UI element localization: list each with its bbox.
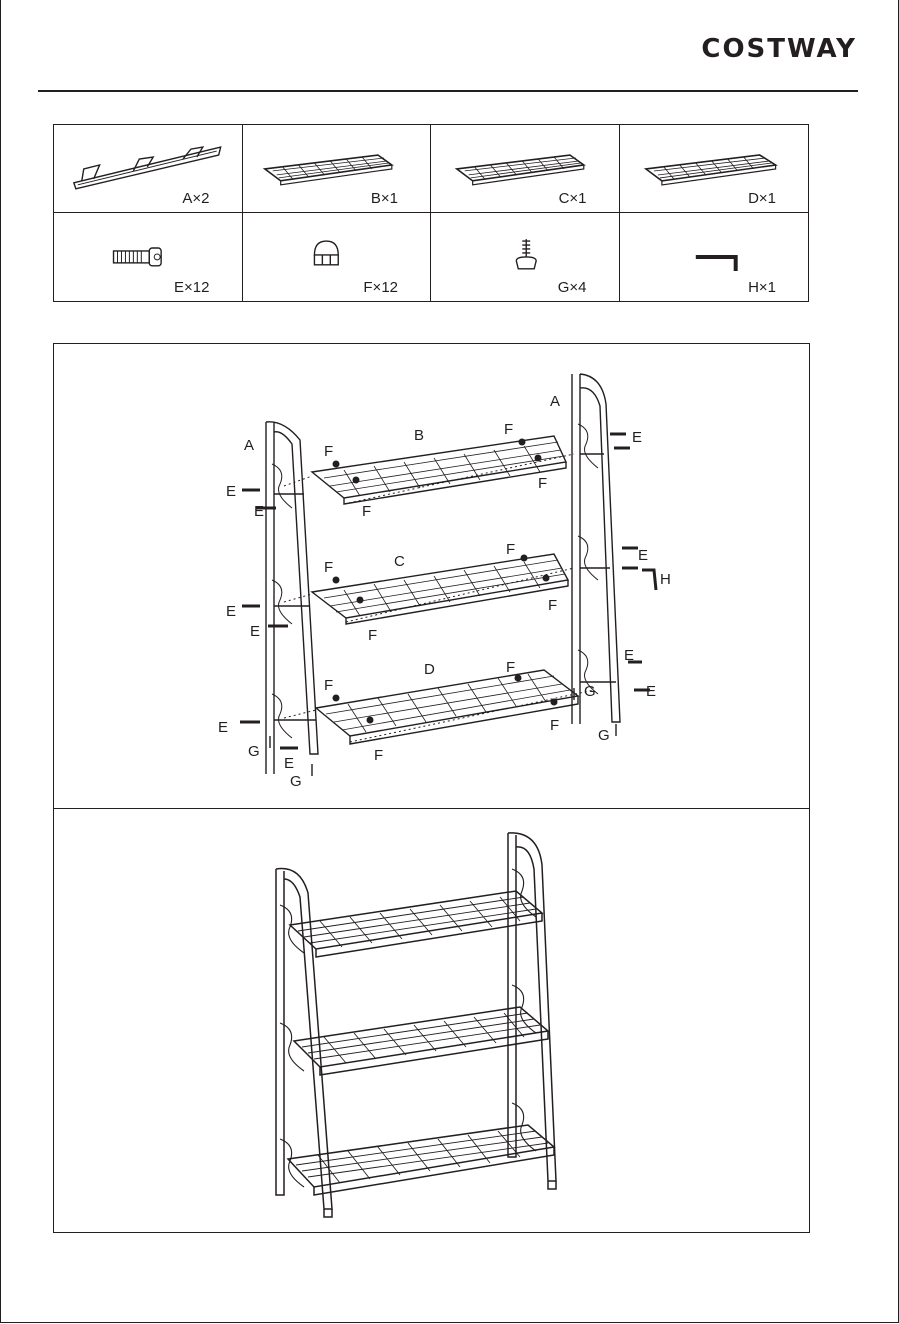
callout-f: F <box>362 503 372 520</box>
shelf-panel-icon <box>620 125 809 195</box>
callout-e: E <box>250 623 261 640</box>
part-label-h: H×1 <box>748 279 776 296</box>
callout-e: E <box>632 429 643 446</box>
callout-e: E <box>284 755 295 772</box>
callout-e: E <box>218 719 229 736</box>
callout-f: F <box>324 677 334 694</box>
callout-e: E <box>254 503 265 520</box>
part-cell-h <box>620 213 809 301</box>
part-label-g: G×4 <box>557 279 587 296</box>
callout-a-right: A <box>550 393 561 410</box>
part-cell-d <box>620 125 809 213</box>
callout-f: F <box>374 747 384 764</box>
callout-g: G <box>598 727 610 744</box>
callout-e: E <box>226 603 237 620</box>
exploded-view <box>54 344 809 808</box>
callout-f: F <box>506 541 516 558</box>
callout-g: G <box>290 773 302 790</box>
callout-a-left: A <box>244 437 255 454</box>
part-cell-f <box>243 213 432 301</box>
callout-b: B <box>414 427 425 444</box>
part-cell-g <box>431 213 620 301</box>
part-label-b: B×1 <box>370 190 398 207</box>
screw-icon <box>54 213 242 283</box>
part-label-d: D×1 <box>748 190 776 207</box>
part-label-e: E×12 <box>174 279 210 296</box>
callout-c: C <box>394 553 405 570</box>
callout-f: F <box>538 475 548 492</box>
part-cell-a <box>54 125 243 213</box>
callout-f: F <box>550 717 560 734</box>
callout-f: F <box>324 559 334 576</box>
assembly-diagram <box>53 343 810 809</box>
shelf-panel-icon <box>431 125 619 195</box>
callout-e: E <box>646 683 657 700</box>
parts-list <box>53 124 809 302</box>
callout-f: F <box>504 421 514 438</box>
callout-f: F <box>368 627 378 644</box>
part-cell-e <box>54 213 243 301</box>
cap-nut-icon <box>243 213 431 283</box>
side-frame-icon <box>54 125 242 195</box>
part-cell-b <box>243 125 432 213</box>
callout-g: G <box>584 683 596 700</box>
callout-e: E <box>638 547 649 564</box>
brand-logo: COSTWAY <box>701 34 857 64</box>
callout-d: D <box>424 661 435 678</box>
shelf-panel-icon <box>243 125 431 195</box>
callout-f: F <box>548 597 558 614</box>
callout-e: E <box>226 483 237 500</box>
assembled-rack-illustration <box>54 809 809 1232</box>
callout-g: G <box>248 743 260 760</box>
callout-f: F <box>506 659 516 676</box>
callout-f: F <box>324 443 334 460</box>
allen-key-icon <box>620 213 809 283</box>
adjustable-foot-icon <box>431 213 619 283</box>
callout-h: H <box>660 571 671 588</box>
part-label-f: F×12 <box>363 279 398 296</box>
part-label-c: C×1 <box>558 190 587 207</box>
part-cell-c <box>431 125 620 213</box>
header-divider <box>38 90 858 92</box>
callout-e: E <box>624 647 635 664</box>
part-label-a: A×2 <box>182 190 210 207</box>
finished-shelf-view <box>53 808 810 1233</box>
